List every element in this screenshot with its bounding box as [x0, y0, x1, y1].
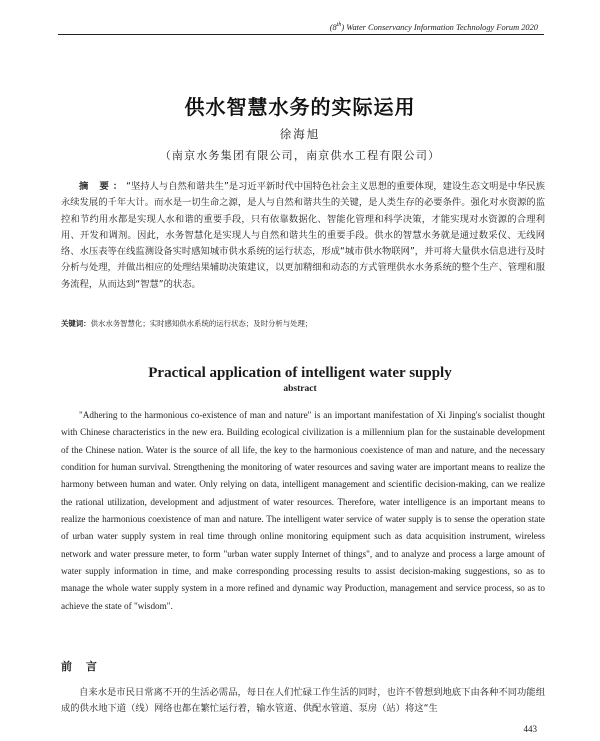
header-rule [58, 34, 544, 35]
abstract-en-text: "Adhering to the harmonious co-existence of man and nature" is an important manifestation of Xi Jinping's socialist thought with Chinese characteristics in the new era. Building ecological civilization is a millennium plan for the sustainable development of the Chinese nation. Water is the source of all life, the key to the harmonious coexistence of man and nature, and the necessary condition for human survival. Strengthening the monitoring of water resources and saving water are important means to realize the harmony between human and water. Only relying on data, intelligent management and scientific decision-making, can we realize the rational utilization, development and adjustment of water resources. Therefore, water intelligence is an important means to realize the harmonious coexistence of man and nature. The intelligent water service of water supply is to sense the operation state of urban water supply system in real time through online monitoring equipment such as data acquisition instrument, wireless network and water pressure meter, to form "urban water supply Internet of things", and to analyze and process a large amount of water supply information in time, and make corresponding processing results to assist decision-making suggestions, so as to manage the whole water supply system in a more refined and dynamic way Production, management and service process, so as to achieve the state of "wisdom". [61, 410, 545, 611]
abstract-en [61, 407, 545, 615]
edition-number: 8 [332, 22, 337, 32]
page-number: 443 [523, 724, 537, 734]
journal-name: Water Conservancy Information Technology Forum 2020 [346, 22, 538, 32]
intro-text: 自来水是市民日常离不开的生活必需品，每日在人们忙碌工作生活的同时，也许不曾想到地底下由各种不同功能组成的供水地下道（线）网络也都在繁忙运行着，输水管道、供配水管道、泵房（站）将这“生 [61, 687, 545, 714]
abstract-cn-text: “坚持人与自然和谐共生”是习近平新时代中国特色社会主义思想的重要体现，建设生态文明是中华民族永续发展的千年大计。而水是一切生命之源，是人与自然和谐共生的关键，是人类生存的必要条件。强化对水资源的监控和节约用水都是实现人水和谐的重要手段，只有依靠数据化、智能化管理和科学决策，才能实现对水资源的合理利用、开发和调剂。因此，水务智慧化是实现人与自然和谐共生的重要手段。供水的智慧水务就是通过数采仪、无线网络、水压表等在线监测设备实时感知城市供水系统的运行状态，形成“城市供水物联网”，并可将大量供水信息进行及时分析与处理，并做出相应的处理结果辅助决策建议，以更加精细和动态的方式管理供水水务系统的整个生产、管理和服务流程，从而达到“智慧”的状态。 [61, 181, 545, 290]
abstract-cn-label: 摘 要： [79, 181, 127, 192]
edition-suffix: th [336, 22, 342, 28]
author-name: 徐海旭 [279, 127, 321, 141]
author-affiliation: （南京水务集团有限公司，南京供水工程有限公司） [159, 149, 441, 162]
abstract-en-label: abstract [283, 384, 317, 394]
keywords-label: 关键词： [61, 319, 91, 328]
keywords [61, 319, 545, 329]
running-header: (8th) Water Conservancy Information Technology Forum 2020 [329, 22, 538, 32]
abstract-cn [61, 179, 545, 293]
intro-paragraph [61, 685, 545, 717]
article-title-en: Practical application of intelligent water supply [148, 365, 452, 381]
section-heading-preface: 前 言 [61, 660, 102, 673]
article-title-cn: 供水智慧水务的实际运用 [184, 95, 416, 119]
keywords-text: 供水水务智慧化；实时感知供水系统的运行状态；及时分析与处理； [90, 319, 313, 328]
